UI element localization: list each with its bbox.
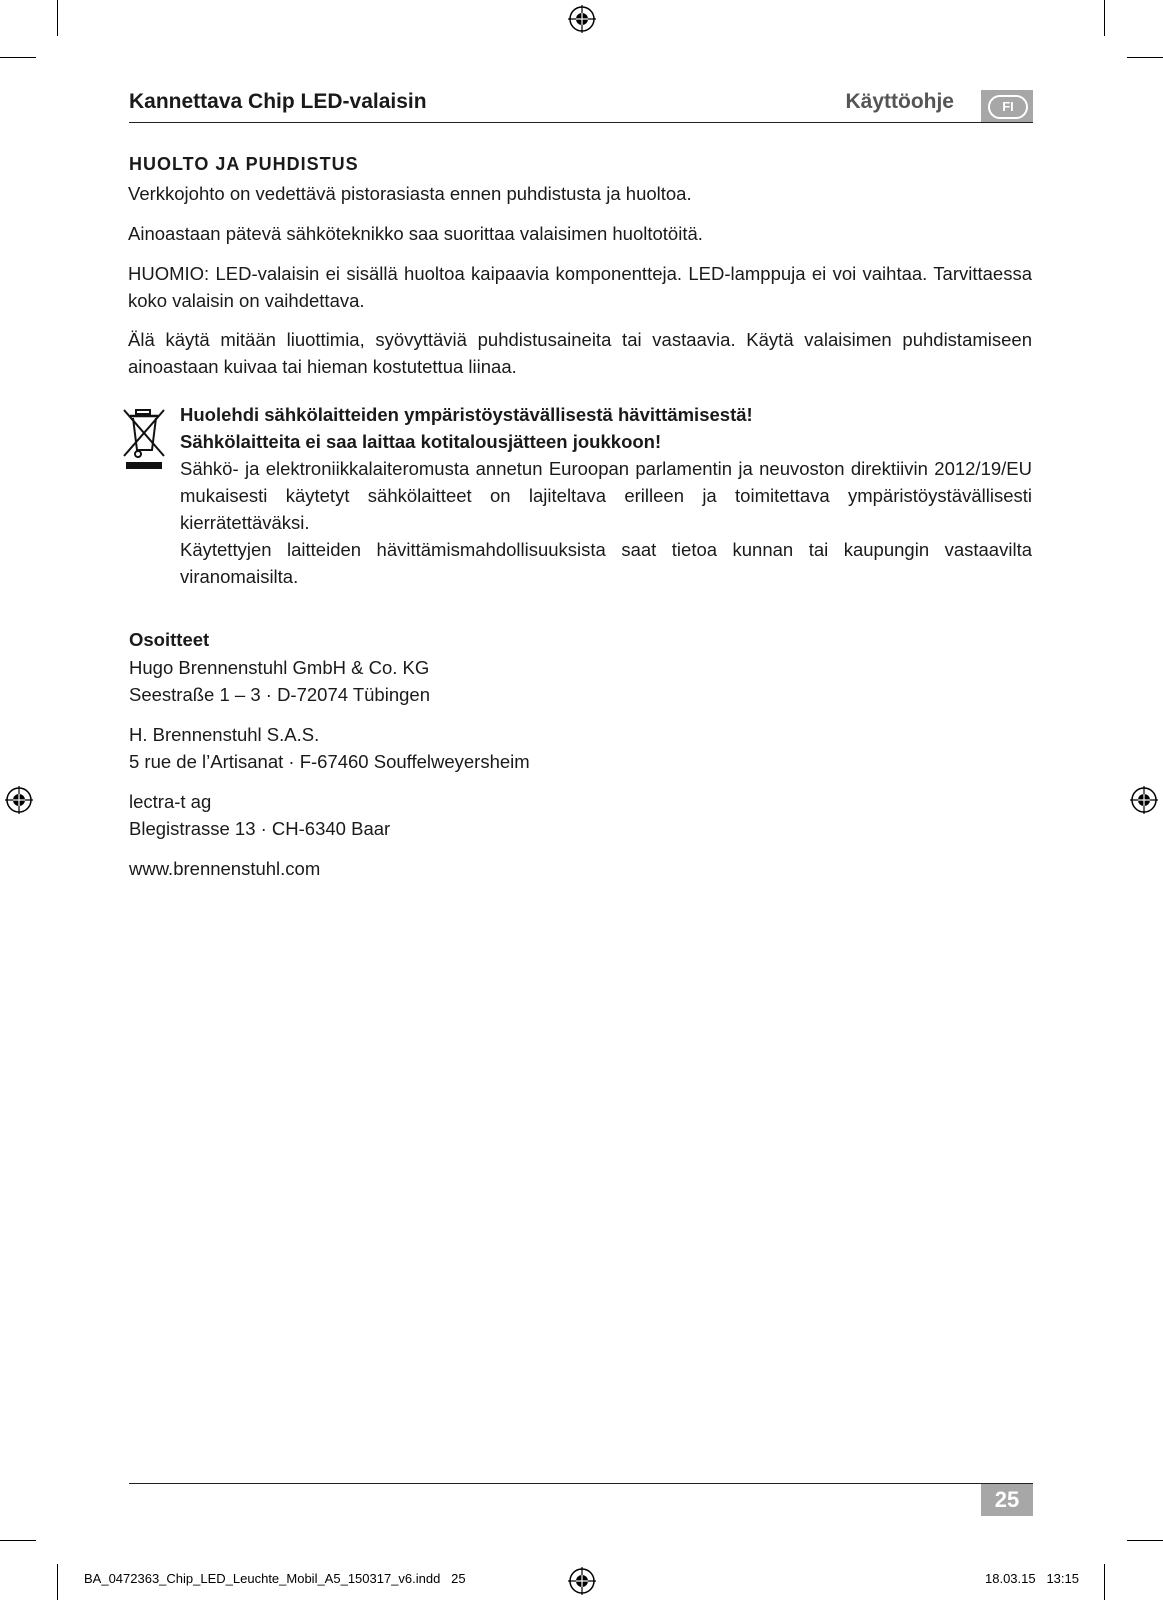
manual-label: Käyttöohje (845, 90, 954, 113)
header-rule (129, 122, 1033, 123)
disposal-warning-1: Huolehdi sähkölaitteiden ympäristöystävällisestä hävittämisestä! (180, 404, 753, 425)
paragraph: HUOMIO: LED-valaisin ei sisällä huoltoa kaipaavia komponentteja. LED-lamppuja ei voi vaihtaa. Tarvittaessa koko valaisin on vaihdettava. (128, 263, 1032, 311)
paragraph: Älä käytä mitään liuottimia, syövyttäviä puhdistusaineita tai vastaavia. Käytä valaisimen puhdistamiseen ainoastaan kuivaa tai hieman kostutettua liinaa. (128, 329, 1032, 377)
crop-mark (57, 1564, 58, 1600)
crop-mark (0, 57, 36, 58)
crop-mark (1127, 57, 1163, 58)
disposal-warning-2: Sähkölaitteita ei saa laittaa kotitalousjätteen joukkoon! (180, 431, 662, 452)
slug-filename: BA_0472363_Chip_LED_Leuchte_Mobil_A5_150317_v6.indd 25 (84, 1571, 466, 1586)
crop-mark (57, 0, 58, 36)
disposal-info-text: Käytettyjen laitteiden hävittämismahdollisuuksista saat tietoa kunnan tai kaupungin vastaavilta viranomaisilta. (180, 539, 1032, 587)
footer-rule (129, 1483, 1033, 1484)
page-number: 25 (981, 1484, 1033, 1516)
address-line: Hugo Brennenstuhl GmbH & Co. KG (129, 657, 430, 678)
crop-mark (1104, 1564, 1105, 1600)
paragraph: Verkkojohto on vedettävä pistorasiasta ennen puhdistusta ja huoltoa. (128, 183, 692, 204)
addresses-heading: Osoitteet (129, 629, 210, 650)
section-heading: HUOLTO JA PUHDISTUS (129, 154, 359, 174)
address-line: lectra-t ag (129, 791, 212, 812)
language-code: FI (988, 95, 1028, 119)
language-badge (981, 90, 1033, 122)
website-link[interactable]: www.brennenstuhl.com (129, 858, 321, 879)
address-line: Seestraße 1 – 3 · D-72074 Tübingen (129, 684, 430, 705)
address-line: Blegistrasse 13 · CH-6340 Baar (129, 818, 391, 839)
document-title: Kannettava Chip LED-valaisin (129, 90, 427, 113)
registration-mark-icon (5, 786, 33, 814)
registration-mark-icon (1130, 786, 1158, 814)
crossed-out-wheelie-bin-icon (122, 408, 166, 472)
crop-mark (1104, 0, 1105, 36)
registration-mark-icon (568, 1567, 596, 1595)
address-line: H. Brennenstuhl S.A.S. (129, 724, 320, 745)
crop-mark (1127, 1540, 1163, 1541)
slug-date: 18.03.15 13:15 (985, 1571, 1079, 1586)
crop-mark (0, 1540, 36, 1541)
paragraph: Ainoastaan pätevä sähköteknikko saa suorittaa valaisimen huoltotöitä. (128, 223, 703, 244)
disposal-directive-text: Sähkö- ja elektroniikkalaiteromusta annetun Euroopan parlamentin ja neuvoston direktiivin 2012/19/EU mukaisesti käytetyt sähkölaitteet on lajiteltava erilleen ja toimitettava ympäristöystävällisesti kierrätettäväksi. (180, 458, 1032, 533)
address-line: 5 rue de l’Artisanat · F-67460 Souffelweyersheim (129, 751, 530, 772)
registration-mark-icon (568, 5, 596, 33)
